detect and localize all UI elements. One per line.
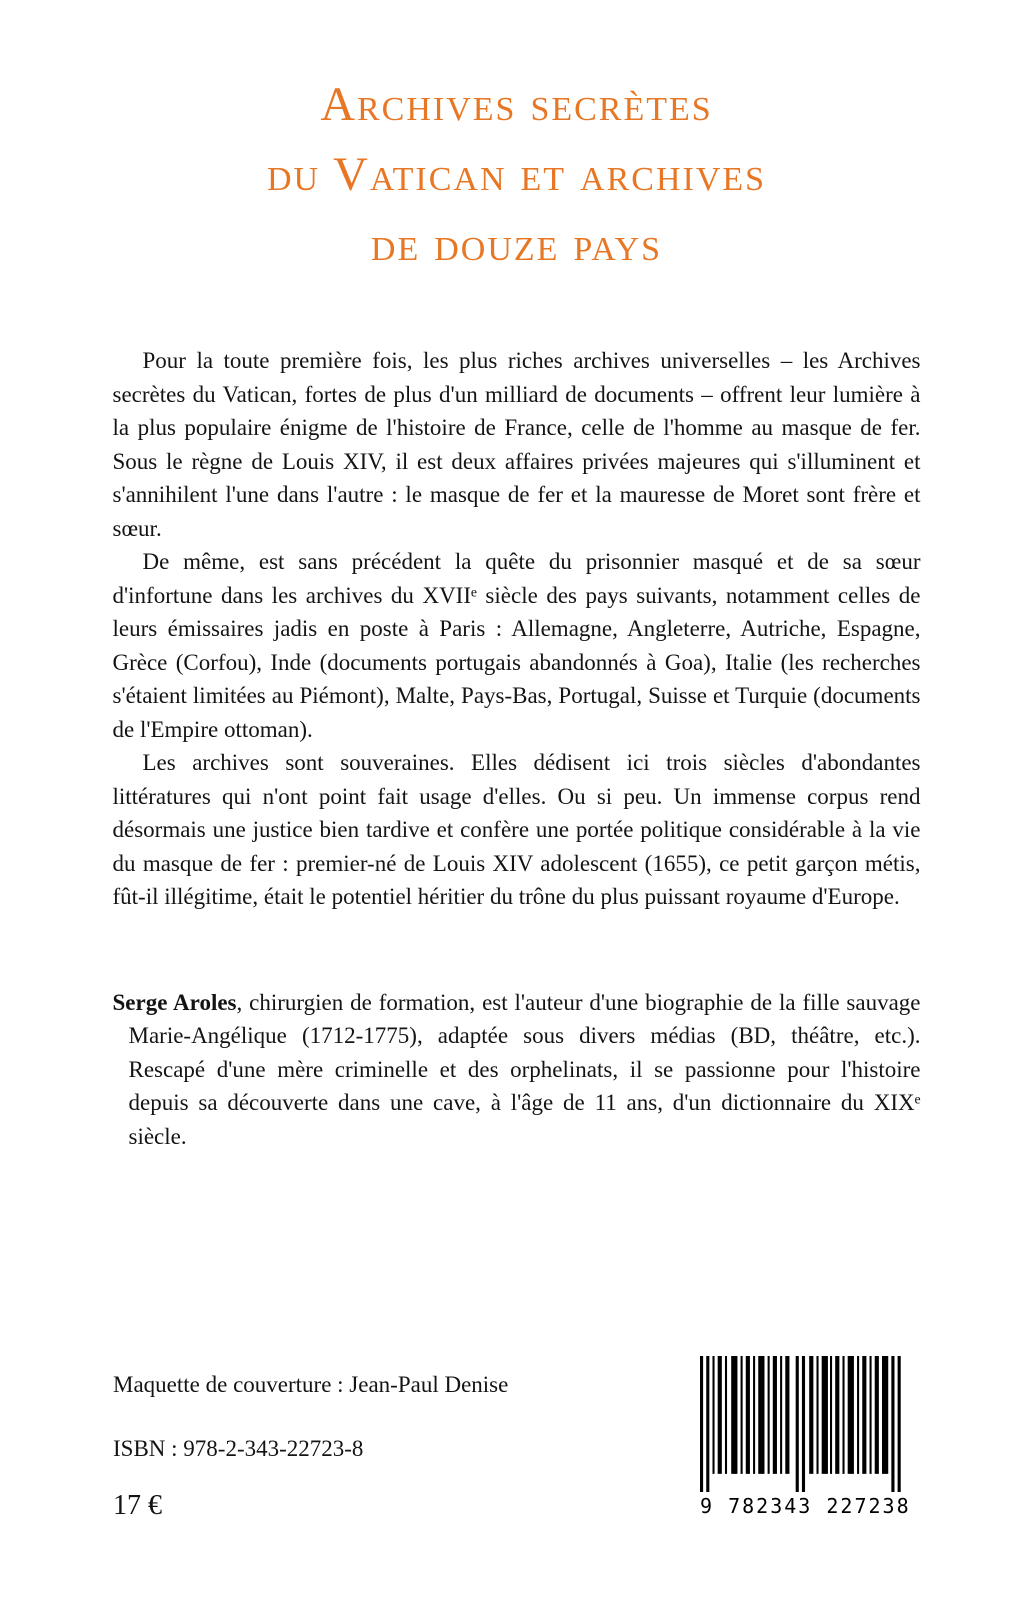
isbn: ISBN : 978-2-343-22723-8	[113, 1436, 364, 1461]
author-bio	[113, 986, 921, 1154]
title-line-1: Archives secrètes	[320, 78, 713, 131]
author-name: Serge Aroles	[112, 989, 237, 1015]
synopsis-paragraph-1: Pour la toute première fois, les plus riches archives universelles – les Archives secrètes du Vatican, fortes de plus d'un milliard de documents – offrent leur lumière à la plus populaire énigme de l'histoire de France, celle de l'homme au masque de fer. Sous le règne de Louis XIV, il est deux affaires privées majeures qui s'illuminent et s'annihilent l'une dans l'autre : le masque de fer et la mauresse de Moret sont frère et sœur.	[112, 348, 921, 541]
cover-design-credit: Maquette de couverture : Jean-Paul Denise	[113, 1372, 509, 1397]
barcode-number: 9 782343 227238	[700, 1494, 911, 1518]
synopsis	[113, 344, 921, 1153]
title-line-2: du Vatican et archives	[266, 148, 767, 201]
barcode-bars	[700, 1356, 908, 1492]
book-title	[67, 70, 967, 280]
author-bio-text: , chirurgien de formation, est l'auteur d'une biographie de la fille sauvage Marie-Angélique (1712-1775), adaptée sous divers médias (BD, théâtre, etc.). Rescapé d'une mère criminelle et des orphelinats, il se passionne pour l'histoire depuis sa découverte dans une cave, à l'âge de 11 ans, d'un dictionnaire du XIXᵉ siècle.	[128, 989, 921, 1149]
price: 17 €	[113, 1490, 162, 1521]
synopsis-paragraph-2: De même, est sans précédent la quête du prisonnier masqué et de sa sœur d'infortune dans les archives du XVIIᵉ siècle des pays suivants, notamment celles de leurs émissaires jadis en poste à Paris : Allemagne, Angleterre, Autriche, Espagne, Grèce (Corfou), Inde (documents portugais abandonnés à Goa), Italie (les recherches s'étaient limitées au Piémont), Malte, Pays-Bas, Portugal, Suisse et Turquie (documents de l'Empire ottoman).	[112, 549, 921, 742]
synopsis-paragraph-3: Les archives sont souveraines. Elles dédisent ici trois siècles d'abondantes littératures qui n'ont point fait usage d'elles. Ou si peu. Un immense corpus rend désormais une justice bien tardive et confère une portée politique considérable à la vie du masque de fer : premier-né de Louis XIV adolescent (1655), ce petit garçon métis, fût-il illégitime, était le potentiel héritier du trône du plus puissant royaume d'Europe.	[112, 750, 921, 909]
barcode	[700, 1356, 911, 1524]
title-line-3: de douze pays	[370, 218, 663, 271]
